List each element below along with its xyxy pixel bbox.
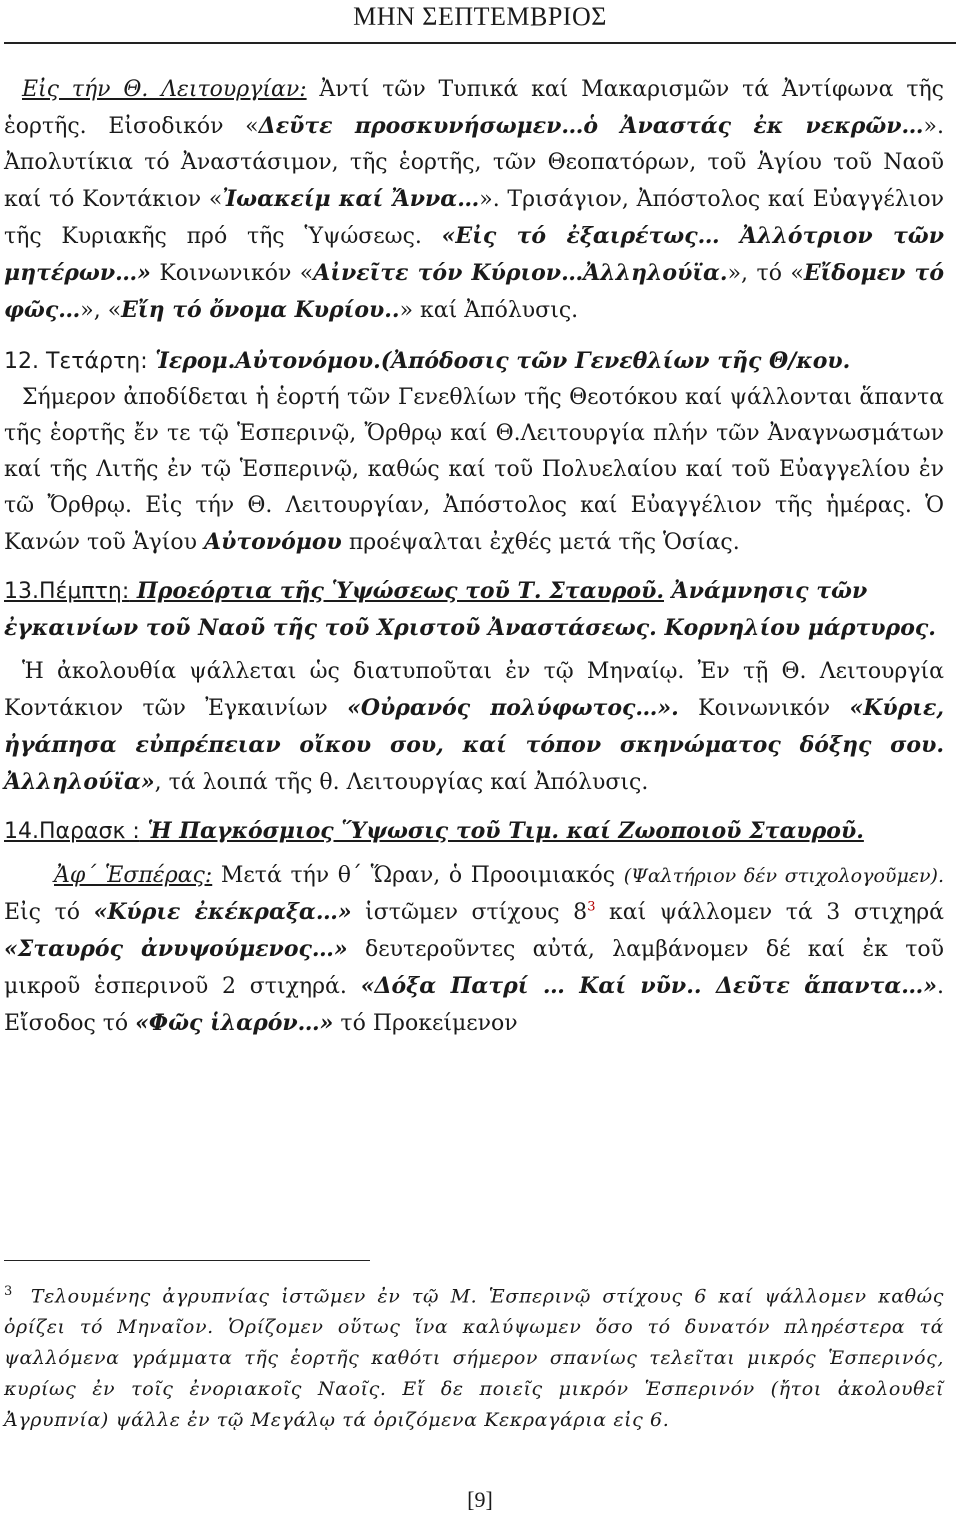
paragraph-liturgy-sunday: Εἰς τήν Θ. Λειτουργίαν: Ἀντί τῶν Τυπικά καί Μακαρισμῶν τά Ἀντίφωνα τῆς ἑορτῆς. Εἰσοδικόν «Δεῦτε προσκυνήσωμεν…ὁ Ἀναστάς ἐκ νεκρῶν…». Ἀπολυτίκια τό Ἀναστάσιμον, τῆς ἑορτῆς, τῶν Θεοπατόρων, τοῦ Ἁγίου τοῦ Ναοῦ καί τό Κοντάκιον «Ἰωακείμ καί Ἄννα…». Τρισάγιον, Ἀπόστολος καί Εὐαγγέλιον τῆς Κυριακῆς πρό τῆς Ὑψώσεως. «Εἰς τό ἐξαιρέτως… Ἀλλότριον τῶν μητέρων…» Κοινωνικόν «Αἰνεῖτε τόν Κύριον…Ἀλληλούϊα.», τό «Εἴδομεν τό φῶς…», «Εἴη τό ὄνομα Κυρίου..» καί Ἀπόλυσις. [4, 77, 945, 323]
vespers-label: Ἀφ΄ Ἑσπέρας: [54, 863, 213, 888]
day-13-heading: 13.Πέμπτη: Προεόρτια τῆς Ὑψώσεως τοῦ Τ. Σταυροῦ. Ἀνάμνησις τῶν ἐγκαινίων τοῦ Ναοῦ τῆς τοῦ Χριστοῦ Ἀναστάσεως. Κορνηλίου μάρτυρος. [4, 578, 936, 641]
page-body [4, 72, 944, 1042]
footnote-text: $^3$ Τελουμένης ἀγρυπνίας ἱστῶμεν ἐν τῷ Μ. Ἑσπερινῷ στίχους 6 καί ψάλλομεν καθώς ὁρίζει τό Μηναῖον. Ὁρίζομεν οὕτως ἵνα καλύψωμεν ὅσο τό δυνατόν πληρέστερα τά ψαλλόμενα γράμματα τῆς ἑορτῆς καθότι σήμερον σπανίως τελεῖται μικρός Ἑσπερινός, κυρίως ἐν τοῖς ἐνοριακοῖς Ναοῖς. Εἴ δε ποιεῖς μικρόν Ἑσπερινόν (ἤτοι ἀκολουθεῖ Ἀγρυπνία) ψάλλε ἐν τῷ Μεγάλῳ τά ὁριζόμενα Κεκραγάρια εἰς 6. [4, 1284, 944, 1432]
footnote [4, 1276, 944, 1436]
footnote-rule [4, 1260, 370, 1261]
day-13-text: Ἡ ἀκολουθία ψάλλεται ὡς διατυποῦται ἐν τῷ Μηναίῳ. Ἐν τῇ Θ. Λειτουργία Κοντάκιον τῶν Ἐγκαινίων «Οὐρανός πολύφωτος…». Κοινωνικόν «Κύριε, ἠγάπησα εὐπρέπειαν οἴκου σου, καί τόπον σκηνώματος δόξης σου. Ἀλληλούϊα», τά λοιπά τῆς θ. Λειτουργίας καί Ἀπόλυσις. [4, 659, 944, 795]
header-rule [4, 42, 956, 44]
page-number: [9] [467, 1487, 493, 1512]
footnote-number: 3 [4, 1284, 13, 1299]
day-14-heading: 14.Παρασκ : Ἡ Παγκόσμιος Ὕψωσις τοῦ Τιμ. καί Ζωοποιοῦ Σταυροῦ. [4, 818, 864, 844]
lead-label: Εἰς τήν Θ. Λειτουργίαν: [22, 77, 307, 102]
day-12-heading: 12. Τετάρτη: Ἱερομ.Αὐτονόμου.(Ἀπόδοσις τῶν Γενεθλίων τῆς Θ/κου. [4, 348, 851, 374]
day-12-text: Σήμερον ἀποδίδεται ἡ ἑορτή τῶν Γενεθλίων τῆς Θεοτόκου καί ψάλλονται ἅπαντα τῆς ἑορτῆς ἔν τε τῷ Ἑσπερινῷ, Ὄρθρῳ καί Θ.Λειτουργία πλήν τῶν Ἀναγνωσμάτων καί τῆς Λιτῆς ἐν τῷ Ἑσπερινῷ, καθώς καί τοῦ Πολυελαίου καί τοῦ Εὐαγγελίου ἐν τῶ Ὄρθρῳ. Εἰς τήν Θ. Λειτουργίαν, Ἀπόστολος καί Εὐαγγέλιον τῆς ἡμέρας. Ὁ Κανών τοῦ Ἁγίου Αὐτονόμου προέψαλται ἐχθές μετά τῆς Ὁσίας. [4, 385, 944, 555]
day-14-text: Ἀφ΄ Ἑσπέρας: Μετά τήν θ΄ Ὥραν, ὁ Προοιμιακός (Ψαλτήριον δέν στιχολογοῦμεν). Εἰς τό «Κύριε ἐκέκραξα…» ἱστῶμεν στίχους $8^3$ καί ψάλλομεν τά 3 στιχηρά «Σταυρός ἀνυψούμενος…» δευτεροῦντες αὐτά, λαμβάνομεν δέ καί ἐκ τοῦ μικροῦ ἑσπερινοῦ 2 στιχηρά. «Δόξα Πατρί … Καί νῦν.. Δεῦτε ἅπαντα…». Εἴσοδος τό «Φῶς ἱλαρόν…» τό Προκείμενον [4, 863, 944, 1036]
footnote-ref[interactable]: 3 [587, 899, 596, 915]
running-header: ΜΗΝ ΣΕΠΤΕΜΒΡΙΟΣ [353, 2, 607, 31]
